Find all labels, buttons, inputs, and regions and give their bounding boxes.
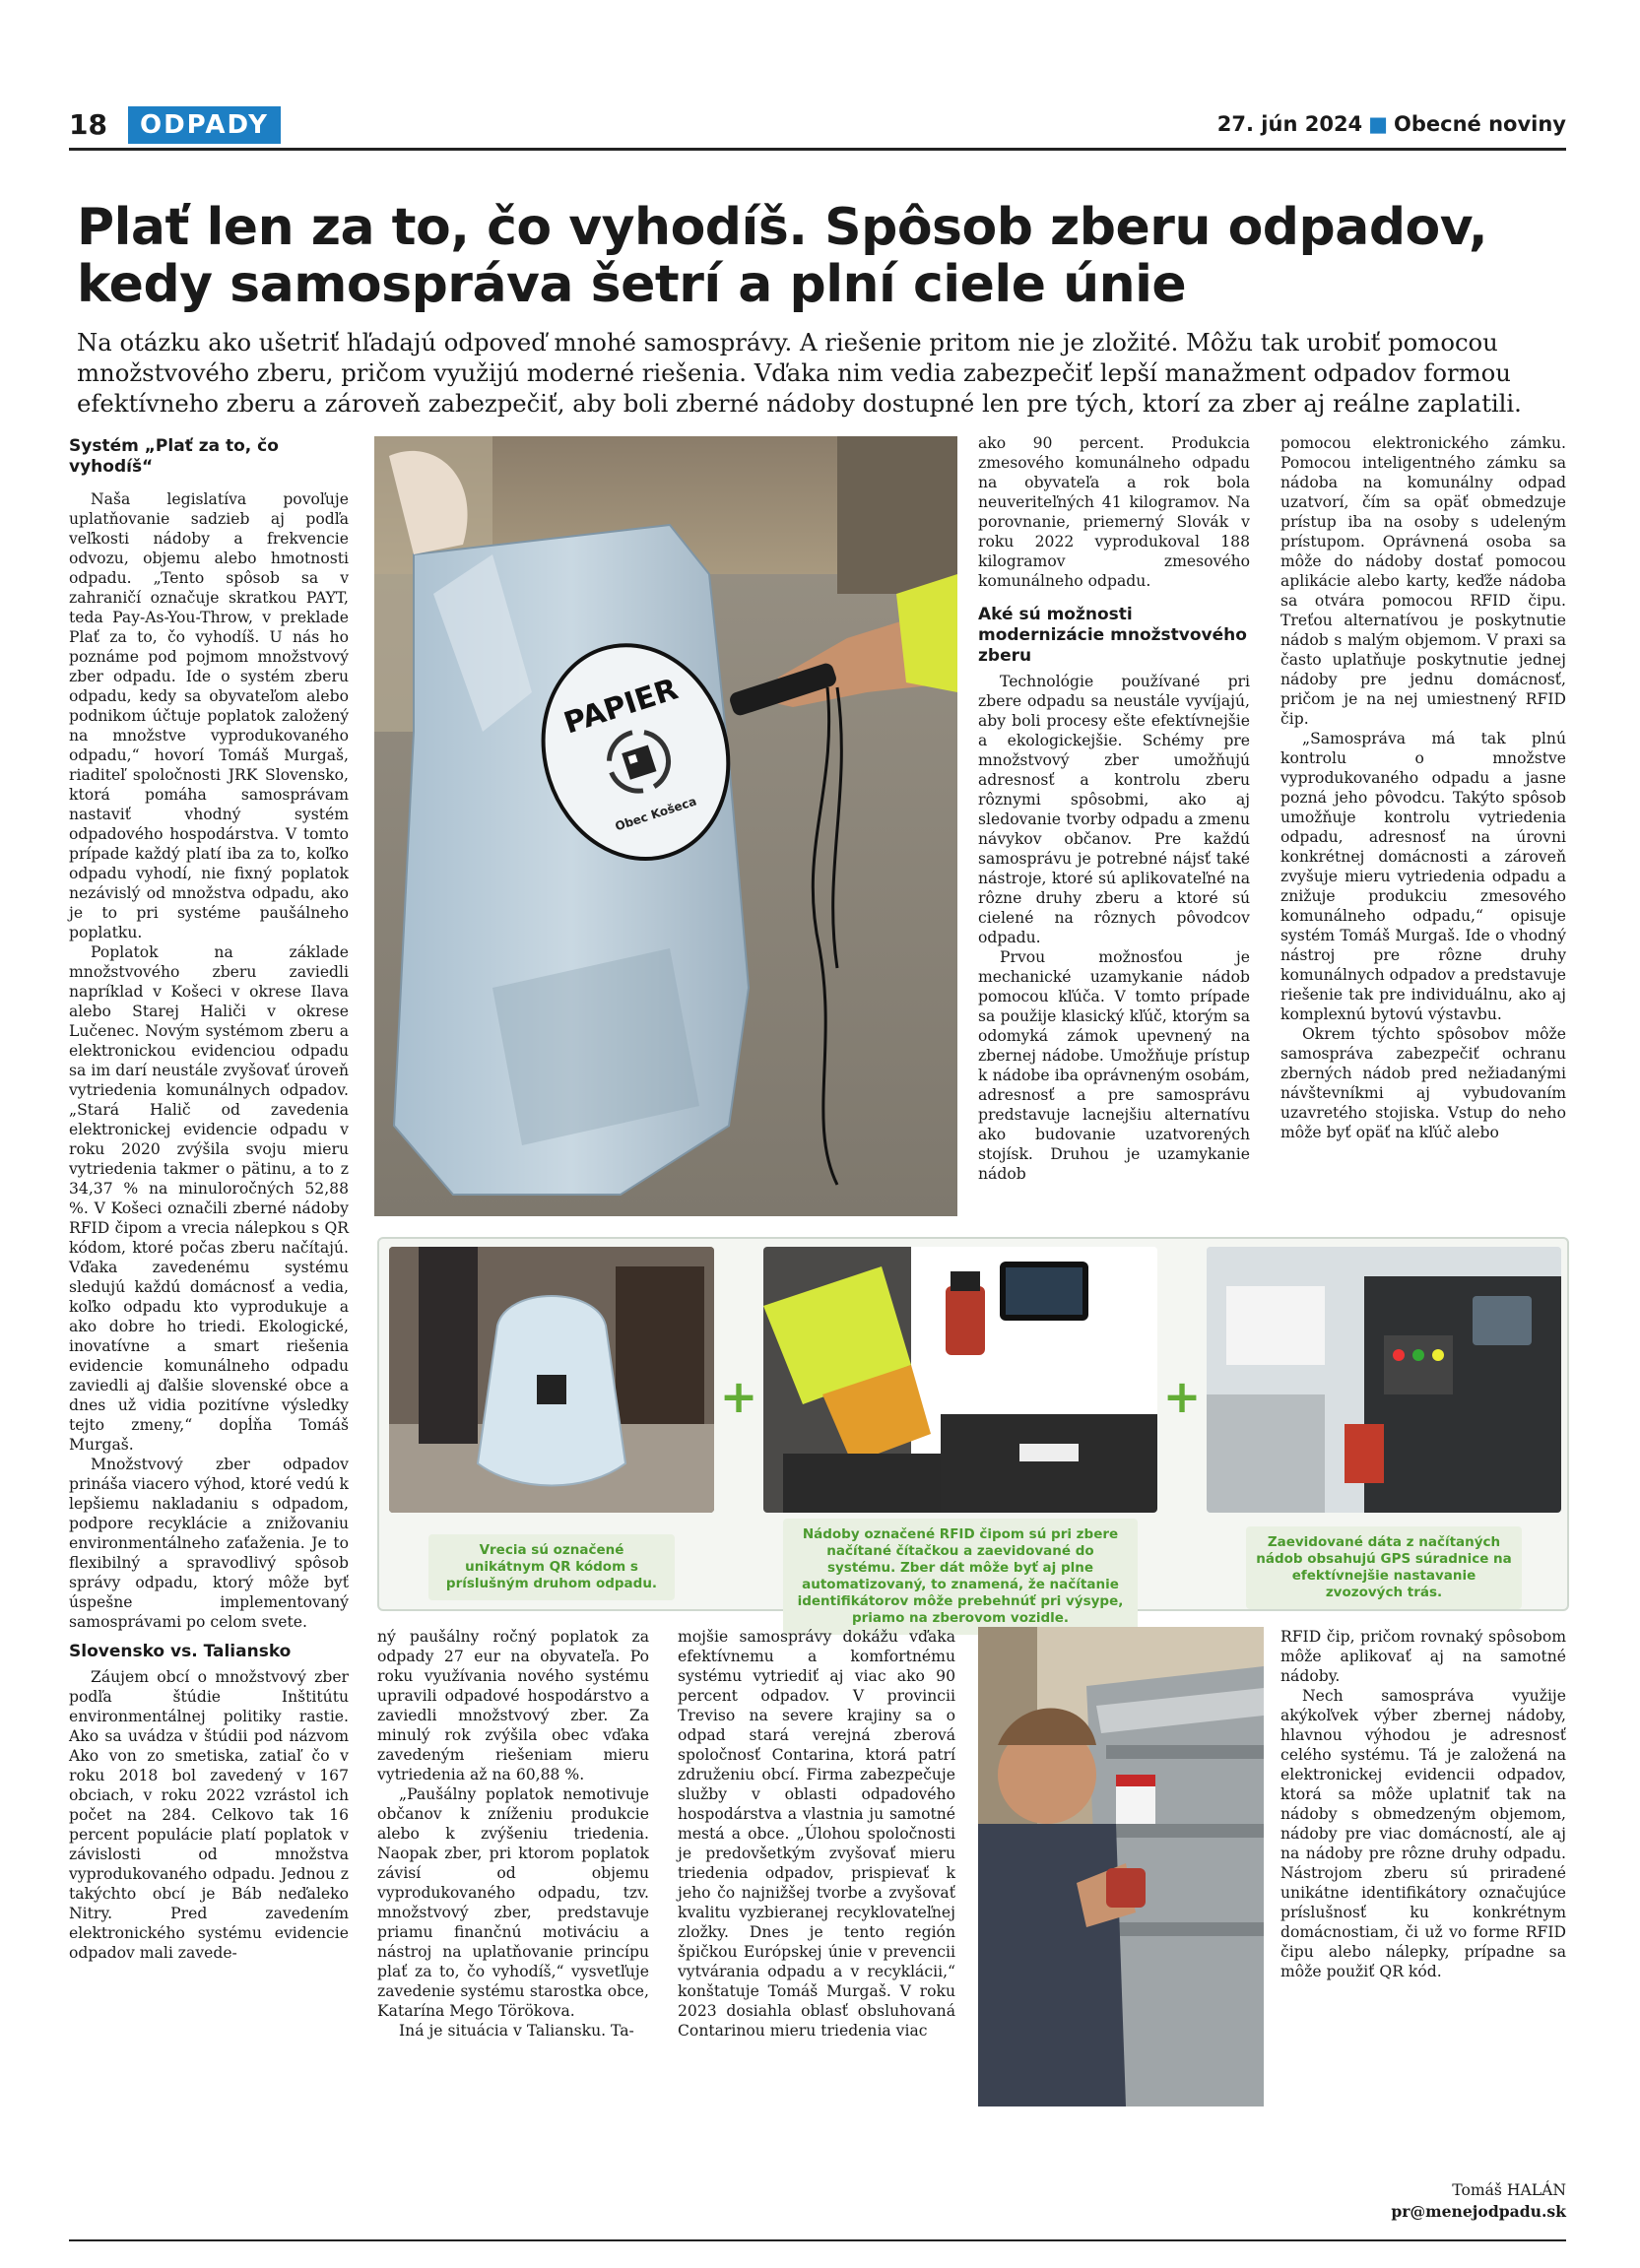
main-photo-illustration: [374, 436, 957, 1216]
paragraph: ný paušálny ročný poplatok za odpady 27 eur na obyvateľa. Po roku využívania nového systému upravili odpadové hospodárstvo a zaviedli množstvový zber. Za minulý rok zvýšila obec vďaka zavedeným riešeniam mieru vytriedenia až na 60,88 %.: [377, 1628, 649, 1783]
paragraph: Okrem týchto spôsobov môže samospráva zabezpečiť ochranu zberných nádob pred nežiadanými návštevníkmi aj vybudovaním uzavretého stojiska. Vstup do neho môže byť opäť na kľúč alebo: [1280, 1025, 1566, 1141]
author-name: Tomáš HALÁN: [1452, 2181, 1566, 2199]
article-headline: Plať len za to, čo vyhodíš. Spôsob zberu odpadov, kedy samospráva šetrí a plní ciele únie: [77, 198, 1488, 314]
bag-sublabel: Obec Košeca: [613, 794, 698, 834]
plus-icon: +: [1162, 1370, 1202, 1423]
main-photo-paper-bag: [374, 436, 957, 1216]
paragraph: Záujem obcí o množstvový zber podľa štúdie Inštitútu environmentálnej politiky rastie. Ako sa uvádza v štúdii pod názvom Ako von zo smetiska, zatiaľ čo v roku 2018 bol zavedený v 167 obciach, v roku 2022 vzrástol ich počet na 284. Celkovo tak 16 percent populácie platí poplatok v závislosti od množstva vyprodukovaného odpadu. Jednou z takýchto obcí je Báb neďaleko Nitry. Pred zavedením elektronického systému evidencie odpadov mali zavede-: [69, 1668, 349, 1962]
paragraph: „Paušálny poplatok nemotivuje občanov k zníženiu produkcie alebo k zvýšeniu triedenia. Naopak zber, pri ktorom poplatok závisí od objemu vyprodukovaného odpadu, tzv. množstvový zber, predstavuje priamu finančnú motiváciu a nástroj na uplatňovanie princípu plať za to, čo vyhodíš,“ vysvetľuje zavedenie systému starostka obce, Katarína Mego Törökova.: [377, 1785, 649, 2020]
page-header: [69, 106, 1566, 150]
article-lead: Na otázku ako ušetriť hľadajú odpoveď mnohé samosprávy. A riešenie pritom nie je zložité. Môžu tak urobiť pomocou množstvového zberu, pričom využijú moderné riešenia. Vďaka nim vedia zabezpečiť lepší manažment odpadov formou efektívneho zberu a zároveň zabezpečiť, aby boli zberné nádoby dostupné len pre tých, ktorí za zber aj reálne zaplatili.: [77, 328, 1522, 418]
subheading-slovakia-italy: Slovensko vs. Taliansko: [69, 1642, 292, 1661]
header-rule: [69, 148, 1566, 151]
column-2-bottom: [377, 1627, 649, 2041]
paragraph: Technológie používané pri zbere odpadu sa neustále vyvíjajú, aby boli procesy ešte efektívnejšie a ekologickejšie. Schémy pre množstvový zber umožňujú adresnosť a kontrolu zberu rôznymi spôsobmi, ako aj sledovanie tvorby odpadu a zmenu návykov občanov. Pre každú samosprávu je potrebné nájsť také nástroje, ktoré sú aplikovateľné na rôzne druhy zberu a ktoré sú cielené na rôznych pôvodcov odpadu.: [978, 673, 1250, 946]
bin-photo: [978, 1627, 1264, 2106]
caption-qr-bags: Vrecia sú označené unikátnym QR kódom s príslušným druhom odpadu.: [428, 1534, 675, 1600]
caption-gps: Zaevidované dáta z načítaných nádob obsahujú GPS súradnice na efektívnejšie nastavanie zvozových trás.: [1246, 1526, 1522, 1609]
paragraph: Prvou možnosťou je mechanické uzamykanie nádob pomocou kľúča. V tomto prípade sa použije klasický kľúč, ktorým sa odomyká zámok upevnený na zbernej nádobe. Umožňuje prístup k nádobe iba oprávneným osobám, adresnosť a pre samosprávu predstavuje lacnejšiu alternatívu ako budovanie uzatvorených stojísk. Druhou je uzamykanie nádob: [978, 948, 1250, 1183]
column-5-bottom: [1280, 1627, 1566, 1981]
paragraph: Nech samospráva využije akýkoľvek výber zbernej nádoby, hlavnou výhodou je adresnosť celého systému. Tá je založená na elektronickej evidencii odpadov, ktorá sa môže uplatniť tak na nádoby s obmedzeným objemom, nádoby pre viac domácností, ale aj na nádoby pre rôzne druhy odpadu. Nástrojom zberu sú priradené unikátne identifikátory označujúce príslušnosť ku konkrétnym domácnostiam, či už vo forme RFID čipu alebo nálepky, prípadne sa môže použiť QR kód.: [1280, 1687, 1566, 1980]
paragraph: RFID čip, pričom rovnaký spôsobom môže aplikovať aj na samotné nádoby.: [1280, 1628, 1566, 1685]
paragraph: pomocou elektronického zámku. Pomocou inteligentného zámku sa nádoba na komunálny odpad uzatvorí, čím sa opäť obmedzuje prístup iba na osoby s udeleným prístupom. Oprávnená osoba sa môže do nádoby dostať pomocou aplikácie alebo karty, keďže nádoba sa otvára pomocou RFID čipu. Treťou alternatívou je poskytnutie nádob s malým objemom. V praxi sa často uplatňuje poskytnutie jednej nádoby pre jednu domácnosť, pričom je na nej umiestnený RFID čip.: [1280, 434, 1566, 728]
bag-label: PAPIER: [559, 672, 683, 742]
infographic-photo-bag: [389, 1247, 714, 1513]
publication-name: Obecné noviny: [1394, 112, 1566, 136]
photo-bin-rfid: [978, 1627, 1264, 2106]
paragraph: ako 90 percent. Produkcia zmesového komunálneho odpadu na obyvateľa a rok bola neuveriteľných 41 kilogramov. Na porovnanie, priemerný Slovák v roku 2022 vyprodukoval 188 kilogramov zmesového komunálneho odpadu.: [978, 434, 1250, 590]
paragraph: Množstvový zber odpadov prináša viacero výhod, ktoré vedú k lepšiemu nakladaniu s odpadom, podpore recyklácie a znižovaniu environmentálneho zaťaženia. Je to flexibilný a spravodlivý spôsob správy odpadu, ktorý môže byť úspešne implementovaný samosprávami po celom svete.: [69, 1456, 349, 1631]
paragraph: Iná je situácia v Taliansku. Ta-: [399, 2022, 634, 2040]
bag-photo: [389, 1247, 714, 1513]
column-3-top: [978, 433, 1250, 1184]
rfid-photo: [763, 1247, 1157, 1513]
issue-info: [1217, 112, 1566, 136]
column-4-top: [1280, 433, 1566, 1142]
infographic-vehicle-reader: [1207, 1247, 1561, 1513]
caption-rfid: Nádoby označené RFID čipom sú pri zbere načítané čítačkou a zaevidované do systému. Zber dát môže byť aj plne automatizovaný, to znamená, že načítanie identifikátorov môže prebehnúť pri výsype, priamo na zberovom vozidle.: [783, 1519, 1138, 1635]
subheading-modernization: Aké sú možnosti modernizácie množstvového zberu: [978, 605, 1247, 666]
infographic-rfid-reader: [763, 1247, 1157, 1513]
column-1: [69, 433, 349, 1963]
paragraph: „Samospráva má tak plnú kontrolu o množstve vyprodukovaného odpadu a jasne pozná jeho pôvodcu. Takýto spôsob umožňuje kontrolu vytriedenia odpadu, adresnosť na úrovni konkrétnej domácnosti a zároveň zvyšuje mieru vytriedenia odpadu a znižuje produkciu zmesového komunálneho odpadu,“ opisuje systém Tomáš Murgaš. Ide o vhodný nástroj pre rôzne druhy komunálnych odpadov a predstavuje riešenie tak pre individuálnu, ako aj komplexnú bytovú výstavbu.: [1280, 730, 1566, 1023]
infographic-strip: [377, 1237, 1569, 1626]
section-badge: ODPADY: [128, 106, 281, 144]
vehicle-photo: [1207, 1247, 1561, 1513]
page-number: 18: [69, 108, 107, 141]
paragraph: Naša legislatíva povoľuje uplatňovanie sadzieb aj podľa veľkosti nádoby a frekvencie odvozu, objemu alebo hmotnosti odpadu. „Tento spôsob sa v zahraničí označuje skratkou PAYT, teda Pay-As-You-Throw, v preklade Plať za to, čo vyhodíš. U nás ho poznáme pod pojmom množstvový zber odpadu. Ide o systém zberu odpadu, kedy sa obyvateľom alebo podnikom účtuje poplatok založený na množstve vyprodukovaného odpadu,“ hovorí Tomáš Murgaš, riaditeľ spoločnosti JRK Slovensko, ktorá pomáha samosprávam nastaviť vhodný systém odpadového hospodárstva. V tomto prípade každý platí iba za to, koľko odpadu vyhodí, nie fixný poplatok nezávislý od množstva odpadu, ako je to pri systéme paušálneho poplatku.: [69, 490, 349, 941]
subheading-payt: Systém „Plať za to, čo vyhodíš“: [69, 436, 279, 477]
plus-icon: +: [719, 1370, 758, 1423]
issue-date: 27. jún 2024: [1216, 112, 1363, 136]
footer-rule: [69, 2239, 1566, 2241]
byline: [1310, 2179, 1566, 2223]
separator-dot-icon: ■: [1368, 112, 1389, 136]
author-email[interactable]: pr@menejodpadu.sk: [1391, 2202, 1566, 2221]
column-3-bottom: [678, 1627, 955, 2041]
paragraph: Poplatok na základe množstvového zberu zaviedli napríklad v Košeci v okrese Ilava alebo Starej Haliči v okrese Lučenec. Novým systémom zberu a elektronickou evidenciou odpadu sa im darí neustále zvyšovať úroveň vytriedenia komunálnych odpadov. „Stará Halič od zavedenia elektronickej evidencie odpadu v roku 2020 zvýšila svoju mieru vytriedenia takmer o pätinu, a to z 34,37 % na minuloročných 52,88 %. V Košeci označili zberné nádoby RFID čipom a vrecia nálepkou s QR kódom, ktoré počas zberu načítajú. Vďaka zavedenému systému sledujú každú domácnosť a vedia, koľko odpadu kto vyprodukuje a ako dobre ho triedi. Ekologické, inovatívne a smart riešenia evidencie komunálneho odpadu zaviedli aj ďalšie slovenské obce a dnes už vidia pozitívne výsledky tejto zmeny,“ dopĺňa Tomáš Murgaš.: [69, 943, 349, 1454]
paragraph: mojšie samosprávy dokážu vďaka efektívnemu a komfortnému systému vytriediť aj viac ako 90 percent odpadov. V provincii Treviso na severe krajiny sa o odpad stará verejná zberová spoločnosť Contarina, ktorá patrí združeniu obcí. Firma zabezpečuje služby v oblasti odpadového hospodárstva a vlastnia ju samotné mestá a obce. „Úlohou spoločnosti je predovšetkým zvyšovať mieru triedenia odpadov, prispievať k jeho čo najnižšej tvorbe a zvyšovať kvalitu vyzbieranej recyklovateľnej zložky. Dnes je tento región špičkou Európskej únie v prevencii vytvárania odpadu a v recyklácii,“ konštatuje Tomáš Murgaš. V roku 2023 dosiahla oblasť obsluhovaná Contarinou mieru triedenia viac: [678, 1628, 955, 2040]
